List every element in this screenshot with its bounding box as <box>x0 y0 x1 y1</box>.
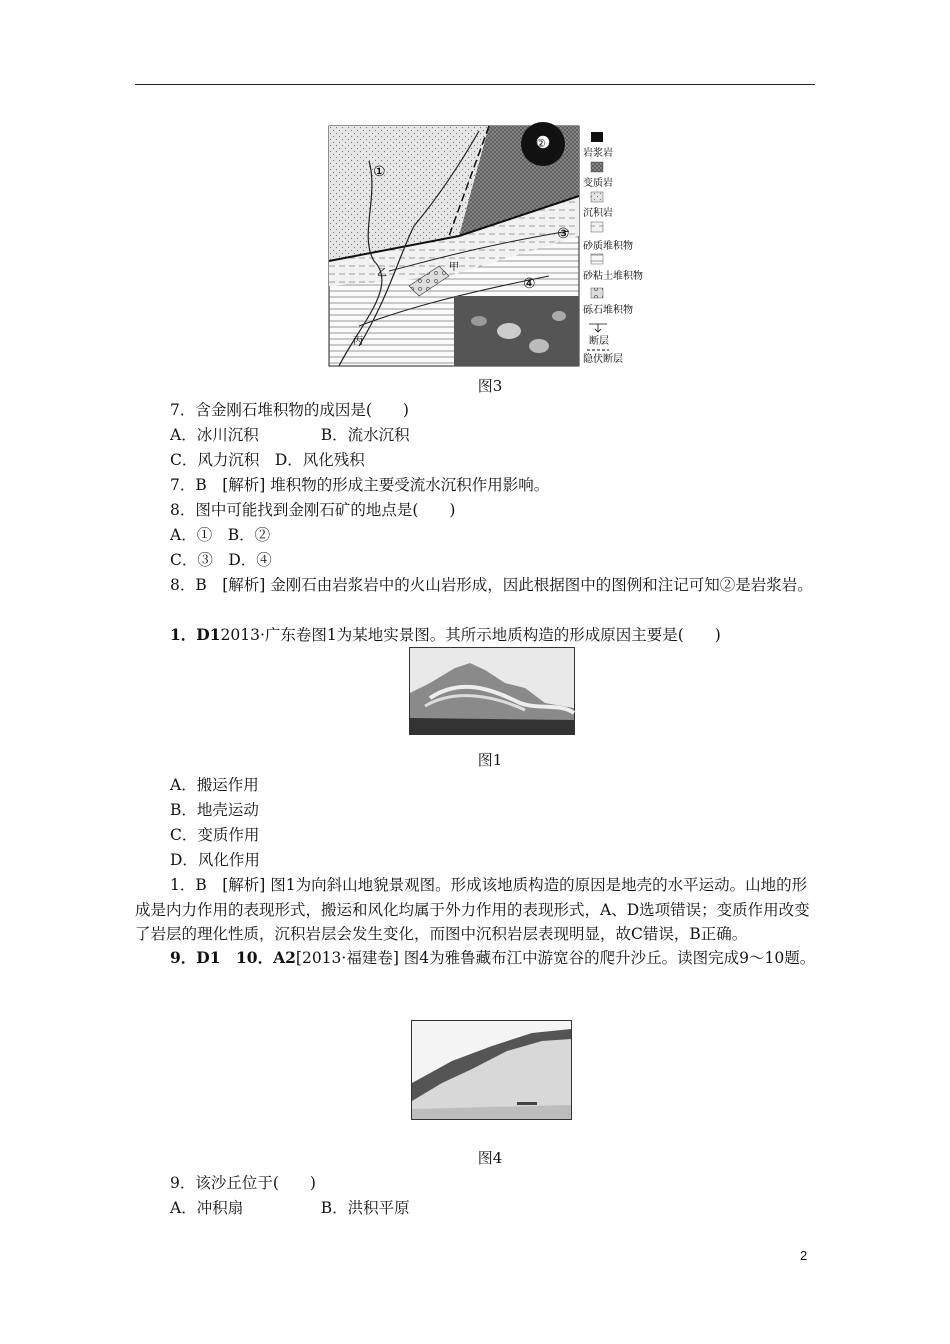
marker-3: ③ <box>557 226 570 242</box>
marker-yi: 乙 <box>377 268 387 279</box>
figure-4-caption: 图4 <box>477 1149 503 1167</box>
q1-option-c: C．变质作用 <box>170 826 260 844</box>
q7-stem: 7．含金刚石堆积物的成因是( ) <box>170 401 409 419</box>
q8-options-ab: A．① B．② <box>170 526 271 544</box>
legend-gravel: 砾石堆积物 <box>583 305 633 316</box>
legend-hidden-fault: 隐伏断层 <box>583 354 623 365</box>
q8-options-cd: C．③ D．④ <box>170 551 272 569</box>
q1-header <box>170 625 721 645</box>
q1-option-b: B．地壳运动 <box>170 801 259 819</box>
q910-code: 9．D1 10．A2 <box>170 948 296 967</box>
q9-stem: 9．该沙丘位于( ) <box>170 1174 316 1192</box>
marker-bing: 丙 <box>353 336 363 347</box>
q1-option-a: A．搬运作用 <box>170 776 259 794</box>
q7-answer: 7．B [解析] 堆积物的形成主要受流水沉积作用影响。 <box>170 476 550 494</box>
q7-options-ab: A．冰川沉积 B．流水沉积 <box>170 426 410 444</box>
q1-option-d: D．风化作用 <box>170 851 260 869</box>
legend-metamorphic: 变质岩 <box>583 178 613 189</box>
q910-stem: [2013·福建卷] 图4为雅鲁藏布江中游宽谷的爬升沙丘。读图完成9～10题。 <box>295 949 816 967</box>
figure-3-caption: 图3 <box>477 377 503 395</box>
marker-jia: 甲 <box>449 262 459 273</box>
q8-stem: 8．图中可能找到金刚石矿的地点是( ) <box>170 501 456 519</box>
q1-answer: 1．B [解析] 图1为向斜山地貌景观图。形成该地质构造的原因是地壳的水平运动。山地的形成是内力作用的表现形式，搬运和风化均属于外力作用的表现形式，A、D选项错误；变质作用改变了岩层的理化性质，沉积岩层会发生变化，而图中沉积岩层表现明显，故C错误，B正确。 <box>135 876 810 943</box>
q9-options-ab: A．冲积扇 B．洪积平原 <box>170 1199 410 1217</box>
marker-1: ① <box>373 164 386 180</box>
legend-fault: 断层 <box>589 336 609 347</box>
figure-1-syncline-photo <box>409 647 575 735</box>
q1-code: 1．D1 <box>170 625 221 644</box>
page-number: 2 <box>800 1248 808 1263</box>
header-rule <box>135 84 815 85</box>
q8-answer: 8．B [解析] 金刚石由岩浆岩中的火山岩形成，因此根据图中的图例和注记可知②是岩浆岩。 <box>170 576 813 594</box>
marker-4: ④ <box>523 276 536 292</box>
marker-2: ② <box>536 137 546 150</box>
legend-clay: 砂粘土堆积物 <box>583 271 643 282</box>
q7-options-cd: C．风力沉积 D．风化残积 <box>170 451 365 469</box>
figure-4-dune-photo <box>411 1020 572 1120</box>
figure-1-caption: 图1 <box>477 751 503 769</box>
legend-sandy: 砂质堆积物 <box>583 241 633 252</box>
legend-sedimentary: 沉积岩 <box>583 208 613 219</box>
figure-3-geologic-map <box>329 126 643 366</box>
q910-header <box>135 946 817 971</box>
q1-stem: 2013·广东卷图1为某地实景图。其所示地质构造的形成原因主要是( ) <box>220 626 721 644</box>
legend-magmatic: 岩浆岩 <box>583 148 613 159</box>
